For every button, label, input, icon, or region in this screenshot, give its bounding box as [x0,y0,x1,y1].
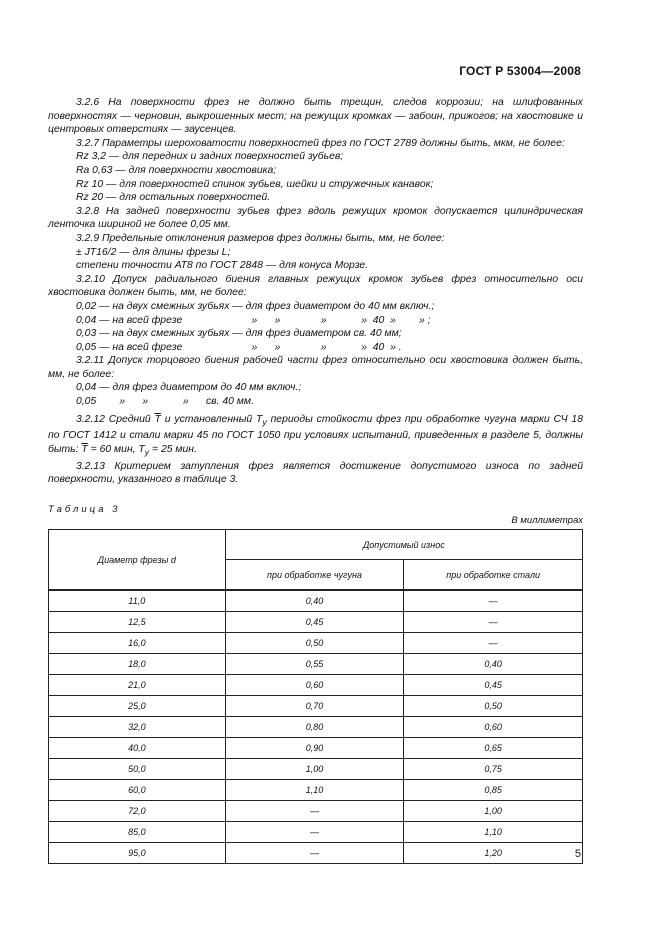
table-row [49,843,583,864]
table-cell: 0,75 [404,759,583,780]
table-cell: 0,70 [225,696,404,717]
table-row [49,801,583,822]
roughness-item: Rz 3,2 — для передних и задних поверхностей зубьев; [76,151,344,163]
table-cell: 11,0 [49,590,226,612]
table-cell: 0,80 [225,717,404,738]
paragraph-3-2-6: 3.2.6 На поверхности фрез не должно быть трещин, следов коррозии; на шлифованных поверхностях — черновин, выкрошенных мест; на режущих кромках — забоин, прижогов; на хвостовике и центровых отверстиях — заусенцев. [48,97,583,136]
table-cell: — [404,612,583,633]
paragraph-3-2-11: 3.2.11 Допуск торцового биения рабочей части фрез относительно оси хвостовика должен быть, мм, не более: [48,355,583,380]
table-cell: — [404,633,583,654]
table-cell: 0,50 [225,633,404,654]
table-cell: 1,00 [404,801,583,822]
roughness-item: Ra 0,63 — для поверхности хвостовика; [76,164,277,176]
runout-item: 0,04 — на всей фрезе » » » » 40 » » ; [76,314,431,326]
table-cell: 72,0 [49,801,226,822]
header-diameter: Диаметр фрезы d [49,530,226,591]
header-allowable-wear: Допустимый износ [225,530,582,560]
table-row [49,759,583,780]
table-cell: 85,0 [49,822,226,843]
face-runout-item: 0,05 » » » св. 40 мм. [76,396,254,408]
table-cell: 32,0 [49,717,226,738]
table-cell: 1,00 [225,759,404,780]
table-cell: — [225,843,404,864]
table-cell: 0,45 [404,675,583,696]
table-cell: 0,60 [404,717,583,738]
face-runout-item: 0,04 — для фрез диаметром до 40 мм включ.; [76,382,302,394]
paragraph-3-2-8: 3.2.8 На задней поверхности зубьев фрез вдоль режущих кромок допускается цилиндрическая ленточка шириной не более 0,05 мм. [48,205,583,231]
runout-item: 0,05 — на всей фрезе » » » » 40 » . [76,341,402,353]
table-row [49,696,583,717]
table-row [49,738,583,759]
table-cell: — [225,801,404,822]
table-cell: 95,0 [49,843,226,864]
table-cell: 0,55 [225,654,404,675]
table-cell: 1,20 [404,843,583,864]
table-cell: 60,0 [49,780,226,801]
table-row [49,717,583,738]
table-cell: — [225,822,404,843]
tolerance-item: степени точности АТ8 по ГОСТ 2848 — для конуса Морзе. [76,260,369,272]
paragraph-3-2-12: 3.2.12 Средний $\overline{T}$ и установленный $T_y$ периоды стойкости фрез при обработке чугуна марки СЧ 18 по ГОСТ 1412 и стали марки 45 по ГОСТ 1050 при условиях испытаний, приведенных в разделе 5, должны быть: $\overline{T} = 60$ мин, $T_y = 25$ мин. [48,413,583,457]
table-cell: 18,0 [49,654,226,675]
wear-table [48,529,583,864]
table-cell: 21,0 [49,675,226,696]
paragraph-3-2-7: 3.2.7 Параметры шероховатости поверхностей фрез по ГОСТ 2789 должны быть, мкм, не более: [76,137,565,149]
paragraph-3-2-13: 3.2.13 Критерием затупления фрез является достижение допустимого износа по задней поверхности, указанного в таблице 3. [48,460,583,486]
table-row [49,612,583,633]
runout-item: 0,03 — на двух смежных зубьях — для фрез диаметром св. 40 мм; [76,328,402,340]
runout-item: 0,02 — на двух смежных зубьях — для фрез диаметром до 40 мм включ.; [76,300,435,312]
table-cell: 0,50 [404,696,583,717]
tolerance-item: ± JT16/2 — для длины фрезы L; [76,246,231,258]
header-steel: при обработке стали [404,560,583,591]
table-cell: 1,10 [225,780,404,801]
document-body [48,96,583,487]
table-row [49,654,583,675]
table-row [49,590,583,612]
table-cell: 0,60 [225,675,404,696]
table-cell: 40,0 [49,738,226,759]
table-cell: 12,5 [49,612,226,633]
page-number: 5 [574,848,581,860]
paragraph-3-2-10: 3.2.10 Допуск радиального биения главных режущих кромок зубьев фрез относительно оси хвостовика должен быть, мм, не более: [48,273,583,299]
table-cell: 0,65 [404,738,583,759]
table-caption: Таблица 3 [48,504,121,515]
table-cell: 1,10 [404,822,583,843]
table-cell: 50,0 [49,759,226,780]
table-row [49,822,583,843]
paragraph-3-2-9: 3.2.9 Предельные отклонения размеров фрез должны быть, мм, не более: [76,232,445,244]
table-row [49,675,583,696]
table-unit: В миллиметрах [511,515,583,526]
table-cell: 25,0 [49,696,226,717]
header-cast-iron: при обработке чугуна [225,560,404,591]
table-cell: 0,90 [225,738,404,759]
table-cell: 0,40 [404,654,583,675]
document-header: ГОСТ Р 53004—2008 [459,64,581,78]
table-cell: 16,0 [49,633,226,654]
table-row [49,780,583,801]
table-cell: 0,40 [225,590,404,612]
roughness-item: Rz 10 — для поверхностей спинок зубьев, шейки и стружечных канавок; [76,178,434,190]
table-cell: 0,85 [404,780,583,801]
table-cell: — [404,590,583,612]
table-cell: 0,45 [225,612,404,633]
roughness-item: Rz 20 — для остальных поверхностей. [76,192,271,204]
table-row [49,633,583,654]
